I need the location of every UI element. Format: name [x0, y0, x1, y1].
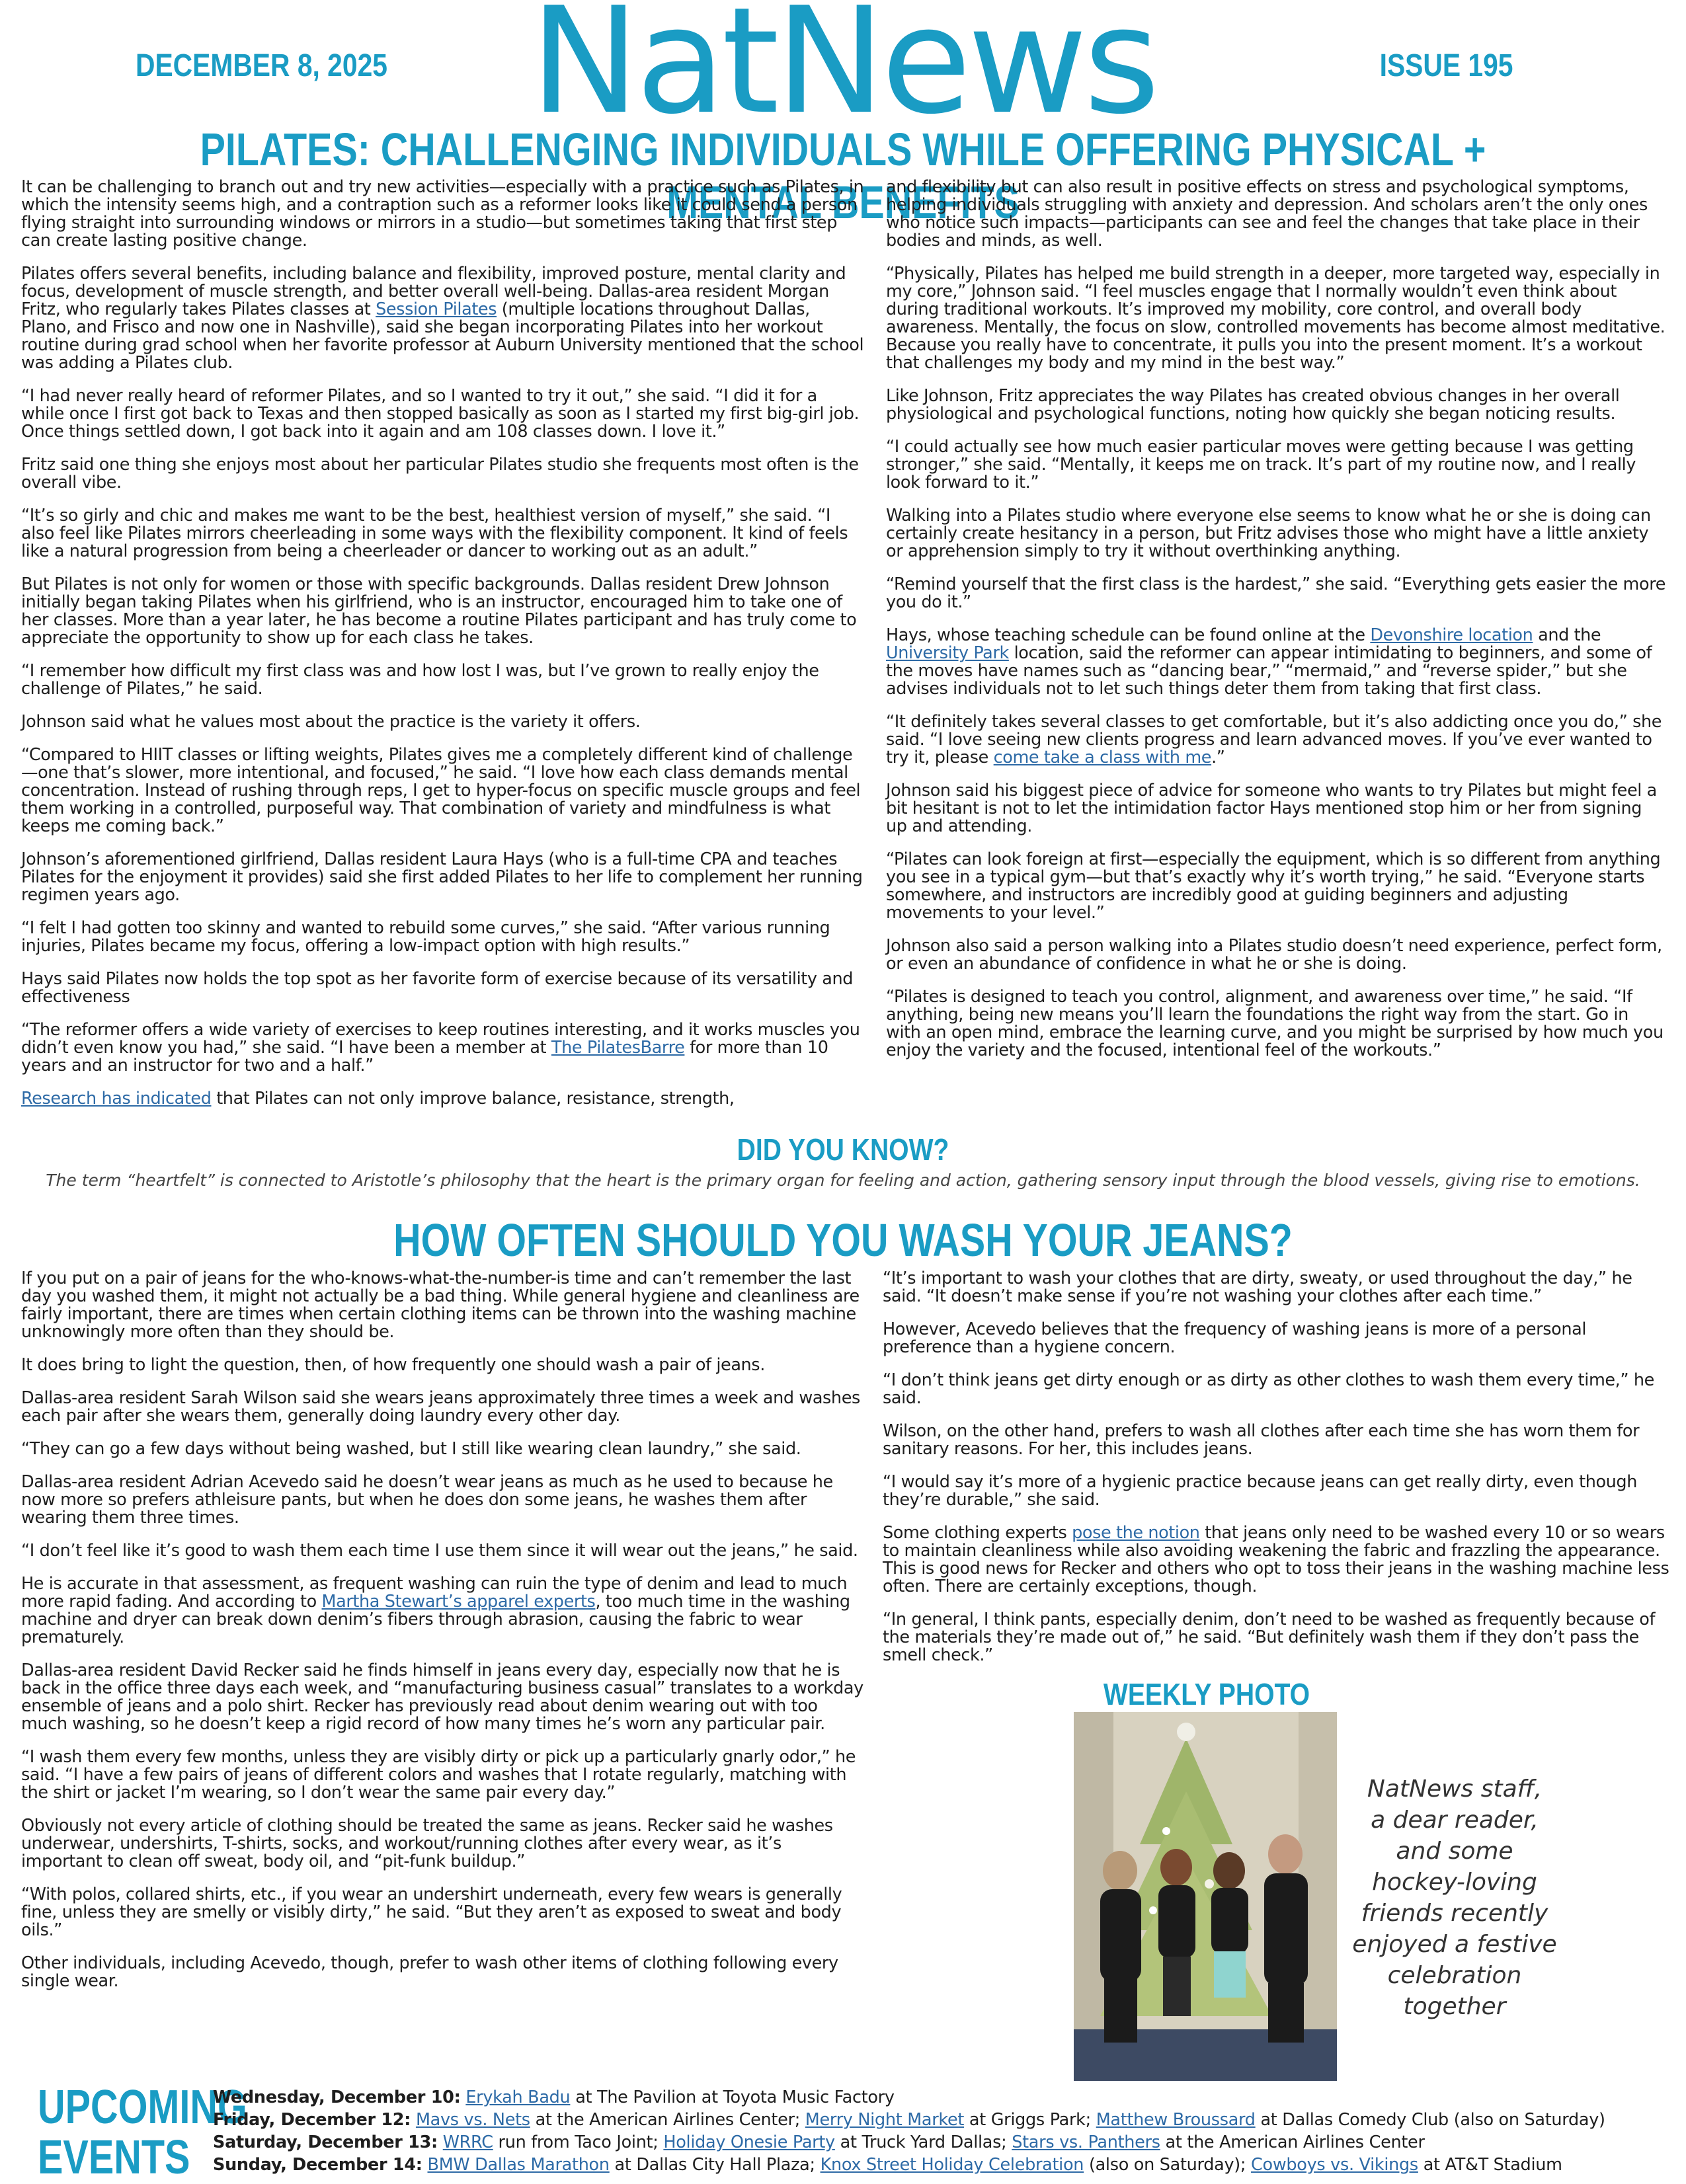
paragraph: “I don’t feel like it’s good to wash them each time I use them since it will wear out the jeans,” he said.	[21, 1541, 858, 1561]
event-link-holiday-onesie-party[interactable]: Holiday Onesie Party	[663, 2132, 835, 2152]
paragraph: If you put on a pair of jeans for the who-knows-what-the-number-is time and can’t remember the last day you washed them, it might not actually be a bad thing. While general hygiene and cleanliness are fairly important, there are times when certain clothing items can be thrown into the washing machine unknowingly more often than they should be.	[21, 1268, 860, 1342]
issue-date: DECEMBER 8, 2025	[136, 48, 387, 83]
paragraph: “Pilates can look foreign at first—especially the equipment, which is so different from anything you see in a typical gym—but that’s exactly why it’s worth trying,” he said. “Everyone starts somewhere, and instructors are incredibly good at guiding beginners and adjusting movements to your level.”	[886, 849, 1661, 923]
paragraph: “I had never really heard of reformer Pilates, and so I wanted to try it out,” she said. “I did it for a while once I first got back to Texas and then stopped basically as soon as I started my first big-girl job. Once things settled down, I got back into it again and am 108 classes down. I love it.”	[21, 386, 860, 442]
paragraph: “I would say it’s more of a hygienic practice because jeans can get really dirty, even though they’re durable,” she said.	[883, 1472, 1637, 1510]
caption-line: a dear reader,	[1371, 1807, 1539, 1834]
caption-line: celebration	[1387, 1962, 1522, 1989]
event-link-mavs-nets[interactable]: Mavs vs. Nets	[415, 2110, 530, 2130]
event-row-saturday: Saturday, December 13: WRRC run from Taco Joint; Holiday Onesie Party at Truck Yard Dallas; Stars vs. Panthers at the American Airlines Center	[213, 2132, 1425, 2152]
paragraph: Fritz said one thing she enjoys most about her particular Pilates studio she frequents most often is the overall vibe.	[21, 455, 859, 492]
paragraph: “I could actually see how much easier particular moves were getting because I was getting stronger,” she said. “Mentally, it keeps me on track. It’s part of my routine now, and I really look forward to it.”	[886, 437, 1636, 492]
paragraph: Johnson said what he values most about the practice is the variety it offers.	[21, 712, 641, 732]
research-link[interactable]: Research has indicated	[21, 1089, 212, 1109]
paragraph: Like Johnson, Fritz appreciates the way Pilates has created obvious changes in her overall physiological and psychological functions, noting how quickly she began noticing results.	[886, 386, 1620, 424]
event-link-erykah-badu[interactable]: Erykah Badu	[465, 2087, 571, 2107]
event-link-knox-street[interactable]: Knox Street Holiday Celebration	[820, 2155, 1084, 2175]
event-link-matthew-broussard[interactable]: Matthew Broussard	[1096, 2110, 1256, 2130]
session-pilates-link[interactable]: Session Pilates	[376, 299, 497, 319]
caption-line: enjoyed a festive	[1352, 1931, 1557, 1958]
event-link-cowboys-vikings[interactable]: Cowboys vs. Vikings	[1251, 2155, 1418, 2175]
event-row-friday: Friday, December 12: Mavs vs. Nets at the American Airlines Center; Merry Night Market at Griggs Park; Matthew Broussard at Dallas Comedy Club (also on Saturday)	[213, 2110, 1605, 2130]
event-link-stars-panthers[interactable]: Stars vs. Panthers	[1012, 2132, 1160, 2152]
pilates-column-right	[886, 178, 1666, 1075]
paragraph: “In general, I think pants, especially denim, don’t need to be washed as frequently because of the materials they’re made out of,” he said. “But definitely wash them if they don’t pass the smell check.”	[883, 1610, 1656, 1665]
jeans-headline: HOW OFTEN SHOULD YOU WASH YOUR JEANS?	[393, 1214, 1293, 1266]
paragraph: “I wash them every few months, unless they are visibly dirty or pick up a particularly gnarly odor,” he said. “I have a few pairs of jeans of different colors and washes that I rotate regularly, matching with the shirt or jacket I’m wearing, so I don’t wear the same pair every day.”	[21, 1747, 856, 1803]
paragraph: Walking into a Pilates studio where everyone else seems to know what he or she is doing can certainly create hesitancy in a person, but Fritz advises those who might have a little anxiety or apprehension simply to try it without overthinking anything.	[886, 506, 1651, 561]
event-link-merry-night-market[interactable]: Merry Night Market	[805, 2110, 965, 2130]
paragraph: “It definitely takes several classes to get comfortable, but it’s also addicting once you do,” she said. “I love seeing new clients progress and learn advanced moves. If you’ve ever wanted to try it, please come take a class with me.”	[886, 712, 1662, 767]
upcoming-events-label	[38, 2081, 247, 2184]
paragraph: “Compared to HIIT classes or lifting weights, Pilates gives me a completely different kind of challenge—one that’s slower, more intentional, and focused,” he said. “I love how each class demands mental concentration. Instead of rushing through reps, I get to hyper-focus on specific muscle groups and feel them working in a controlled, purposeful way. That combination of variety and mindfulness is what keeps me coming back.”	[21, 745, 861, 836]
university-park-link[interactable]: University Park	[886, 643, 1009, 663]
pilatesbarre-link[interactable]: The PilatesBarre	[551, 1038, 685, 1058]
event-row-sunday: Sunday, December 14: BMW Dallas Marathon at Dallas City Hall Plaza; Knox Street Holiday Celebration (also on Saturday); Cowboys vs. Vikings at AT&T Stadium	[213, 2155, 1562, 2175]
paragraph: It does bring to light the question, then, of how frequently one should wash a pair of jeans.	[21, 1355, 765, 1375]
paragraph: Some clothing experts pose the notion that jeans only need to be washed every 10 or so wears to maintain cleanliness while also avoiding weakening the fabric and frazzling the appearance. This is good news for Recker and others who opt to toss their jeans in the washing machine less often. There are certainly exceptions, though.	[883, 1523, 1669, 1596]
devonshire-link[interactable]: Devonshire location	[1370, 625, 1533, 645]
paragraph: Dallas-area resident Adrian Acevedo said he doesn’t wear jeans as much as he used to because he now more so prefers athleisure pants, but when he does don some jeans, he washes them after wearing them three times.	[21, 1472, 833, 1528]
paragraph: Research has indicated that Pilates can not only improve balance, resistance, strength,	[21, 1089, 735, 1109]
take-class-link[interactable]: come take a class with me	[993, 748, 1212, 767]
paragraph: “Remind yourself that the first class is the hardest,” she said. “Everything gets easier the more you do it.”	[886, 574, 1666, 612]
paragraph: Johnson said his biggest piece of advice for someone who wants to try Pilates but might feel a bit hesitant is not to let the intimidation factor Hays mentioned stop him or her from signing up and attending.	[886, 781, 1657, 836]
caption-line: hockey-loving	[1372, 1869, 1537, 1896]
paragraph: “They can go a few days without being washed, but I still like wearing clean laundry,” she said.	[21, 1439, 801, 1459]
paragraph: But Pilates is not only for women or those with specific backgrounds. Dallas resident Drew Johnson initially began taking Pilates when his girlfriend, who is an instructor, encouraged him to take one of her classes. More than a year later, he has become a routine Pilates participant and has truly come to appreciate the opportunity to show up for each class he takes.	[21, 574, 857, 648]
paragraph: “It’s so girly and chic and makes me want to be the best, healthiest version of myself,” she said. “I also feel like Pilates mirrors cheerleading in some ways with the flexibility component. It kind of feels like a natural progression from being a cheerleader or dancer to working out as an adult.”	[21, 506, 848, 561]
paragraph: Pilates offers several benefits, including balance and flexibility, improved posture, mental clarity and focus, development of muscle strength, and better overall well-being. Dallas-area resident Morgan Fritz, who regularly takes Pilates classes at Session Pilates (multiple locations throughout Dallas, Plano, and Frisco and now one in Nashville), said she began incorporating Pilates into her workout routine during grad school when her favorite professor at Auburn University mentioned that the school was adding a Pilates club.	[21, 264, 864, 373]
pilates-column-left	[21, 178, 865, 1123]
group-photo	[1074, 1712, 1337, 2081]
caption-line: NatNews staff,	[1367, 1775, 1543, 1803]
paragraph: Dallas-area resident Sarah Wilson said she wears jeans approximately three times a week and washes each pair after she wears them, generally doing laundry every other day.	[21, 1388, 860, 1426]
paragraph: Dallas-area resident David Recker said he finds himself in jeans every day, especially now that he is back in the office three days each week, and “manufacturing business casual” translates to a workday ensemble of jeans and a polo shirt. Recker has previously read about denim wearing out with too much washing, so he doesn’t keep a rigid record of how many times he’s worn any particular pair.	[21, 1660, 863, 1734]
paragraph: “It’s important to wash your clothes that are dirty, sweaty, or used throughout the day,” he said. “It doesn’t make sense if you’re not washing your clothes after each time.”	[883, 1268, 1632, 1306]
paragraph: Johnson’s aforementioned girlfriend, Dallas resident Laura Hays (who is a full-time CPA and teaches Pilates for the enjoyment it provides) said she first added Pilates to her life to complement her running regimen years ago.	[21, 849, 863, 905]
paragraph: “I don’t think jeans get dirty enough or as dirty as other clothes to wash them every time,” he said.	[883, 1370, 1654, 1408]
event-link-wrrc[interactable]: WRRC	[442, 2132, 493, 2152]
caption-line: friends recently	[1361, 1900, 1548, 1927]
events-list	[213, 2086, 1674, 2176]
paragraph: “The reformer offers a wide variety of exercises to keep routines interesting, and it works muscles you didn’t even know you had,” she said. “I have been a member at The PilatesBarre for more than 10 years and an instructor for two and a half.”	[21, 1020, 860, 1075]
group-photo-illustration	[1074, 1712, 1337, 2081]
did-you-know-text: The term “heartfelt” is connected to Aristotle’s philosophy that the heart is the primary organ for feeling and action, gathering sensory input through the blood vessels, giving rise to emotions.	[46, 1171, 1640, 1190]
caption-line: and some	[1396, 1838, 1513, 1865]
paragraph: Other individuals, including Acevedo, though, prefer to wash other items of clothing following every single wear.	[21, 1953, 838, 1991]
paragraph: “With polos, collared shirts, etc., if you wear an undershirt underneath, every few wears is generally fine, unless they are smelly or visibly dirty,” he said. “But they aren’t as exposed to sweat and body oils.”	[21, 1885, 842, 1940]
events-label-line: UPCOMING	[38, 2081, 247, 2134]
event-row-wednesday: Wednesday, December 10: Erykah Badu at The Pavilion at Toyota Music Factory	[213, 2087, 895, 2107]
events-label-line: EVENTS	[38, 2131, 190, 2184]
paragraph: He is accurate in that assessment, as frequent washing can ruin the type of denim and lead to much more rapid fading. And according to Martha Stewart’s apparel experts, too much time in the washing machine and dryer can break down denim’s fibers through abrasion, causing the fabric to wear prematurely.	[21, 1574, 850, 1647]
paragraph: “I felt I had gotten too skinny and wanted to rebuild some curves,” she said. “After various running injuries, Pilates became my focus, offering a low-impact option with high results.”	[21, 918, 830, 956]
paragraph: Obviously not every article of clothing should be treated the same as jeans. Recker said he washes underwear, undershirts, T-shirts, socks, and workout/running clothes after every wear, as it’s important to clean off sweat, body oil, and “pit-funk buildup.”	[21, 1816, 833, 1871]
pose-the-notion-link[interactable]: pose the notion	[1072, 1523, 1200, 1543]
jeans-column-right	[883, 1270, 1669, 1680]
paragraph: Wilson, on the other hand, prefers to wash all clothes after each time she has worn them for sanitary reasons. For her, this includes jeans.	[883, 1421, 1640, 1459]
did-you-know-title: DID YOU KNOW?	[737, 1132, 949, 1167]
jeans-column-left	[21, 1270, 865, 2006]
paragraph: It can be challenging to branch out and try new activities—especially with a practice such as Pilates, in which the intensity seems high, and a contraption such as a reformer looks like it could send a person flying straight into surrounding windows or mirrors in a studio—but sometimes taking that first step can create lasting positive change.	[21, 177, 864, 251]
martha-stewart-link[interactable]: Martha Stewart’s apparel experts	[321, 1592, 596, 1612]
paragraph: “Pilates is designed to teach you control, alignment, and awareness over time,” he said. “If anything, being new means you’ll learn the foundations the right way from the start. Go in with an open mind, embrace the learning curve, and you might be surprised by how much you enjoy the variety and the focused, intentional feel of the workouts.”	[886, 987, 1664, 1060]
pilates-headline: PILATES: CHALLENGING INDIVIDUALS WHILE OFFERING PHYSICAL + MENTAL BENEFITS	[200, 124, 1486, 228]
paragraph: and flexibility but can also result in positive effects on stress and psychological symptoms, helping individuals struggling with anxiety and depression. And scholars aren’t the only ones who notice such impacts—participants can see and feel the changes that take place in their bodies and minds, as well.	[886, 177, 1648, 251]
paragraph: “Physically, Pilates has helped me build strength in a deeper, more targeted way, especially in my core,” Johnson said. “I feel muscles engage that I normally wouldn’t even think about during traditional workouts. It’s improved my mobility, core control, and overall body awareness. Mentally, the focus on slow, controlled movements has become almost meditative. Because you really have to concentrate, it pulls you into the present moment. It’s a workout that challenges my body and my mind in the best way.”	[886, 264, 1666, 373]
paragraph: Johnson also said a person walking into a Pilates studio doesn’t need experience, perfect form, or even an abundance of confidence in what he or she is doing.	[886, 936, 1662, 974]
paragraph: However, Acevedo believes that the frequency of washing jeans is more of a personal preference than a hygiene concern.	[883, 1319, 1586, 1357]
masthead-title: NatNews	[530, 0, 1156, 147]
photo-op-title: WEEKLY PHOTO	[1103, 1677, 1310, 1711]
caption-line: together	[1403, 1993, 1506, 2020]
issue-number: ISSUE 195	[1379, 48, 1513, 83]
paragraph: “I remember how difficult my first class was and how lost I was, but I’ve grown to really enjoy the challenge of Pilates,” he said.	[21, 661, 819, 699]
paragraph: Hays, whose teaching schedule can be found online at the Devonshire location and the University Park location, said the reformer can appear intimidating to beginners, and some of the moves have names such as “dancing bear,” “mermaid,” and “reverse spider,” but she advises individuals not to let such things deter them from taking that first class.	[886, 625, 1652, 699]
event-link-bmw-dallas-marathon[interactable]: BMW Dallas Marathon	[427, 2155, 610, 2175]
paragraph: Hays said Pilates now holds the top spot as her favorite form of exercise because of its versatility and effectiveness	[21, 969, 854, 1007]
photo-caption	[1342, 1774, 1567, 2022]
